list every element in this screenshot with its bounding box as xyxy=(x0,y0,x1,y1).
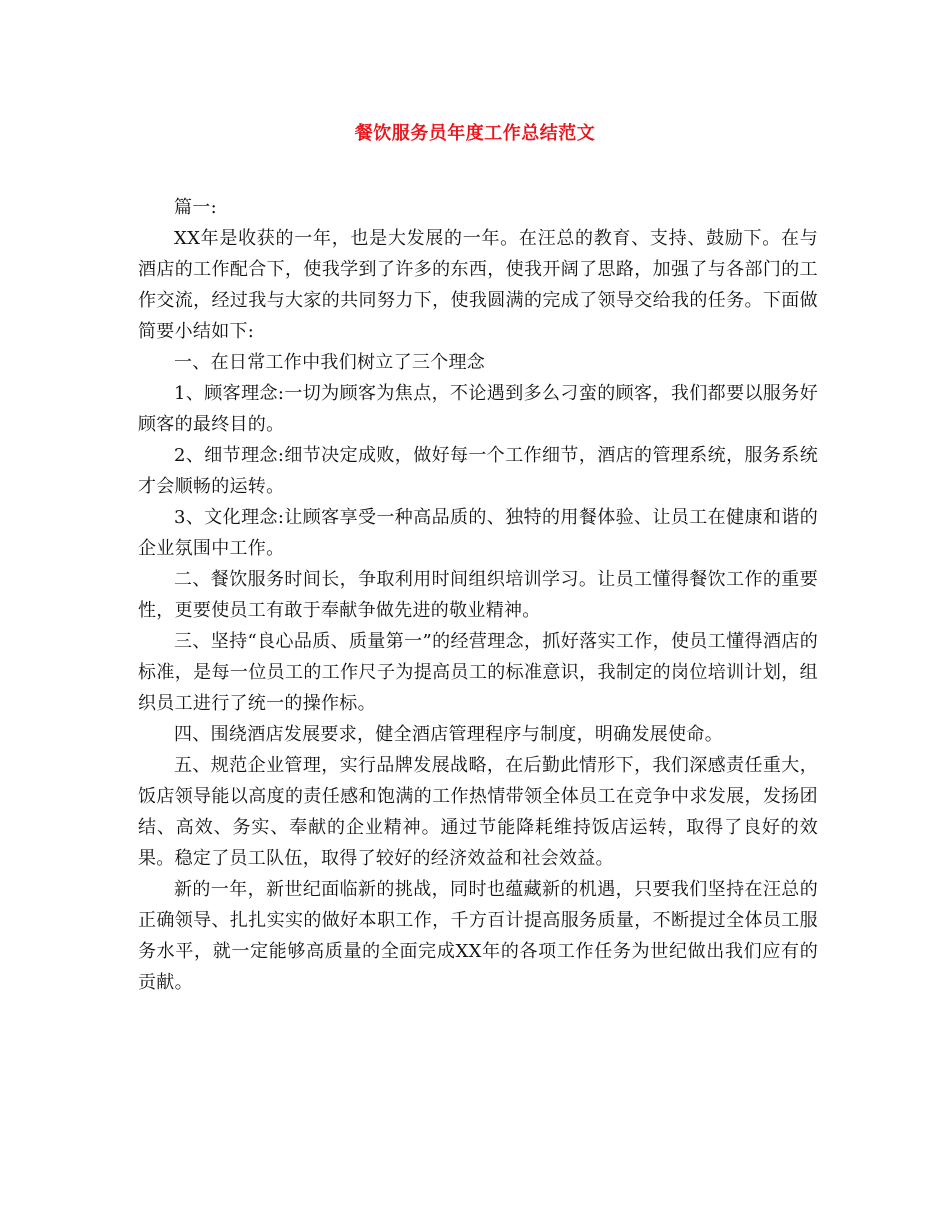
paragraph-intro: XX年是收获的一年，也是大发展的一年。在汪总的教育、支持、鼓励下。在与酒店的工作配合下，使我学到了许多的东西，使我开阔了思路，加强了与各部门的工作交流，经过我与大家的共同努力下，使我圆满的完成了领导交给我的任务。下面做简要小结如下: xyxy=(138,228,818,342)
paragraph-customer-concept: 1、顾客理念:一切为顾客为焦点，不论遇到多么刁蛮的顾客，我们都要以服务好顾客的最终目的。 xyxy=(138,383,818,435)
paragraph-enterprise-management: 五、规范企业管理，实行品牌发展战略，在后勤此情形下，我们深感责任重大，饭店领导能以高度的责任感和饱满的工作热情带领全体员工在竞争中求发展，发扬团结、高效、务实、奉献的企业精神。通过节能降耗维持饭店运转，取得了良好的效果。稳定了员工队伍，取得了较好的经济效益和社会效益。 xyxy=(138,755,818,869)
paragraph-detail-concept: 2、细节理念:细节决定成败，做好每一个工作细节，酒店的管理系统，服务系统才会顺畅的运转。 xyxy=(138,445,818,497)
paragraph-culture-concept: 3、文化理念:让顾客享受一种高品质的、独特的用餐体验、让员工在健康和谐的企业氛围中工作。 xyxy=(138,507,818,559)
paragraph-training: 二、餐饮服务时间长，争取利用时间组织培训学习。让员工懂得餐饮工作的重要性，更要使员工有敢于奉献争做先进的敬业精神。 xyxy=(138,569,818,621)
paragraph-quality: 三、坚持“良心品质、质量第一”的经营理念，抓好落实工作，使员工懂得酒店的标准，是每一位员工的工作尺子为提高员工的标准意识，我制定的岗位培训计划，组织员工进行了统一的操作标。 xyxy=(138,631,818,714)
paragraph-section-label: 篇一: xyxy=(174,197,217,218)
paragraph-new-year: 新的一年，新世纪面临新的挑战，同时也蕴藏新的机遇，只要我们坚持在汪总的正确领导、扎扎实实的做好本职工作，千方百计提高服务质量，不断提过全体员工服务水平，就一定能够高质量的全面完成XX年的各项工作任务为世纪做出我们应有的贡献。 xyxy=(138,879,818,993)
paragraph-management-system: 四、围绕酒店发展要求，健全酒店管理程序与制度，明确发展使命。 xyxy=(174,724,723,745)
document-title: 餐饮服务员年度工作总结范文 xyxy=(354,123,596,144)
paragraph-heading-concepts: 一、在日常工作中我们树立了三个理念 xyxy=(174,352,486,373)
document-body xyxy=(138,192,818,998)
